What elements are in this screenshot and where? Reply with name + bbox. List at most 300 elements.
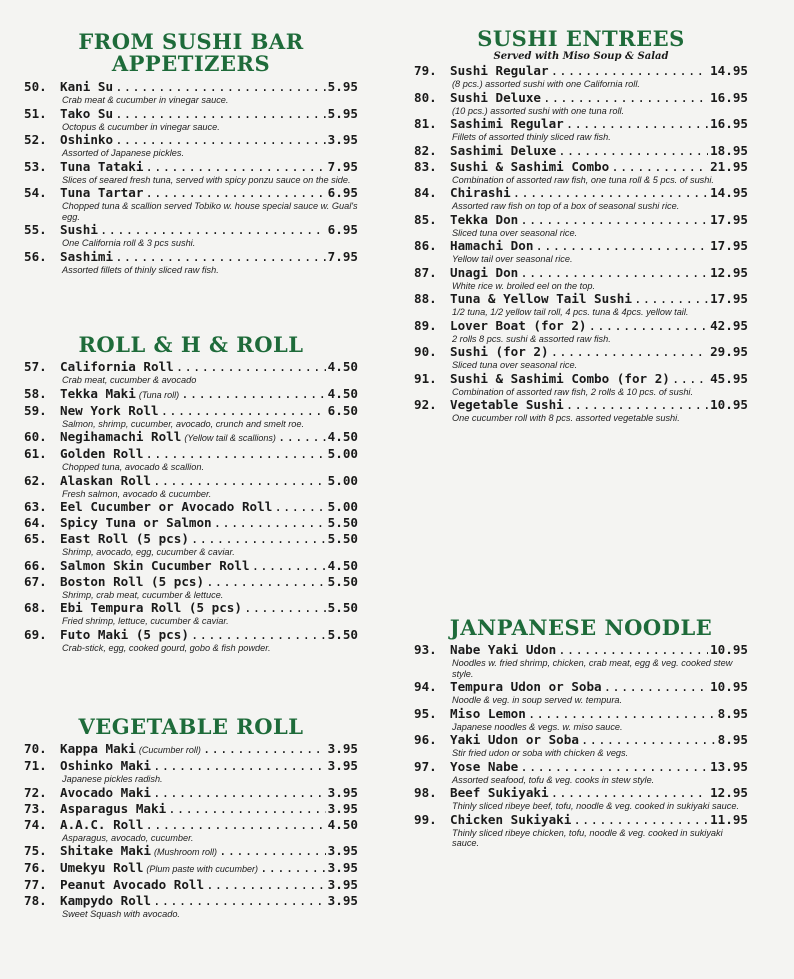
item-price: 4.50 (327, 816, 358, 832)
item-description: Sliced tuna over seasonal rice. (452, 360, 578, 370)
menu-item-line (24, 185, 358, 201)
leader-dots (214, 515, 326, 531)
menu-item (414, 291, 748, 318)
menu-item (24, 515, 358, 531)
item-number: 58. (24, 385, 47, 401)
leader-dots (672, 371, 708, 387)
item-name: Tako Su (60, 105, 114, 121)
menu-item (24, 403, 358, 430)
menu-item-line (24, 758, 358, 774)
leader-dots (115, 79, 326, 95)
menu-item-line (24, 249, 358, 265)
item-name: Lover Boat (for 2) (450, 317, 587, 333)
item-name: Sushi & Sashimi Combo (450, 158, 610, 174)
item-description: Thinly sliced ribeye chicken, tofu, noodle & veg. cooked in sukiyaki sauce. (452, 827, 723, 848)
item-description: Shrimp, crab meat, cucumber & lettuce. (62, 589, 224, 600)
item-price: 17.95 (710, 238, 748, 253)
item-number: 63. (24, 499, 47, 514)
menu-item-line (24, 515, 358, 531)
leader-dots (528, 706, 716, 722)
item-number: 99. (414, 811, 437, 827)
menu-item-line (24, 893, 358, 909)
item-description: Noodle & veg. in soup served w. tempura. (452, 695, 623, 705)
leader-dots (176, 359, 326, 375)
item-name: Sushi Deluxe (450, 89, 541, 105)
leader-dots (551, 344, 709, 360)
item-price: 16.95 (710, 116, 748, 131)
item-description: Octopus & cucumber in vinegar sauce. (62, 121, 220, 132)
leader-dots (115, 132, 326, 148)
item-number: 96. (414, 732, 437, 747)
item-number: 97. (414, 758, 437, 774)
item-number: 82. (414, 142, 437, 158)
leader-dots (115, 249, 326, 265)
item-description: (8 pcs.) assorted sushi with one California roll. (452, 79, 640, 89)
item-name: Chicken Sukiyaki (450, 811, 572, 827)
leader-dots (558, 642, 708, 658)
menu-item (24, 249, 358, 276)
item-price: 6.95 (327, 185, 358, 200)
item-description: (10 pcs.) assorted sushi with one tuna roll. (452, 105, 625, 116)
menu-item-line (414, 291, 748, 307)
leader-dots (115, 106, 326, 122)
menu-item-line (414, 265, 748, 281)
item-name: Nabe Yaki Udon (450, 642, 557, 657)
item-price: 3.95 (327, 784, 358, 800)
item-price: 5.50 (327, 600, 358, 615)
item-price: 3.95 (327, 843, 358, 858)
item-description: Thinly sliced ribeye beef, tofu, noodle & veg. cooked in sukiyaki sauce. (452, 801, 740, 811)
leader-dots (573, 812, 708, 828)
leader-dots (181, 386, 325, 402)
item-name: New York Roll (60, 402, 159, 418)
item-name: Unagi Don (450, 264, 519, 280)
item-name: Sushi (60, 222, 98, 237)
item-number: 66. (24, 557, 47, 573)
menu-item (414, 642, 748, 679)
menu-item-line (414, 185, 748, 201)
item-name: Ebi Tempura Roll (5 pcs) (60, 600, 242, 615)
item-name: Beef Sukiyaki (450, 785, 549, 800)
item-name: Peanut Avocado Roll (60, 877, 205, 892)
item-description: Crab-stick, egg, cooked gourd, gobo & fish powder. (62, 642, 271, 653)
leader-dots (611, 159, 708, 175)
item-price: 10.95 (710, 642, 748, 657)
menu-item (414, 63, 748, 90)
item-price: 7.95 (327, 248, 358, 264)
menu-item-line (414, 785, 748, 801)
item-description: Combination of assorted raw fish, one tuna roll & 5 pcs. of sushi. (452, 174, 714, 185)
item-name: Hamachi Don (450, 238, 534, 253)
item-number: 83. (414, 158, 437, 174)
menu-item-line (24, 403, 358, 419)
item-number: 94. (414, 679, 437, 694)
item-price: 29.95 (710, 344, 748, 359)
item-description: Yellow tail over seasonal rice. (452, 254, 573, 264)
leader-dots (566, 116, 708, 132)
item-price: 5.50 (327, 573, 358, 589)
section-title-noodle: JANPANESE NOODLE (449, 615, 713, 640)
menu-item-line (414, 371, 748, 387)
item-description: Assorted raw fish on top of a box of seasonal sushi rice. (452, 201, 680, 211)
item-number: 72. (24, 784, 47, 800)
menu-item-line (414, 397, 748, 413)
leader-dots (153, 473, 326, 489)
item-number: 77. (24, 877, 47, 892)
item-name: Tempura Udon or Soba (450, 679, 602, 694)
item-name: Boston Roll (5 pcs) (60, 573, 205, 589)
leader-dots (203, 741, 326, 757)
leader-dots (219, 843, 326, 859)
leader-dots (145, 446, 325, 462)
section-noodle (414, 617, 748, 849)
item-name: Negihamachi Roll (60, 429, 182, 444)
section-title-appetizers: FROM SUSHI BAR APPETIZERS (78, 29, 304, 76)
item-name: Alaskan Roll (60, 472, 151, 488)
item-name: Sushi Regular (450, 63, 549, 78)
section-title-roll: ROLL & H & ROLL (78, 332, 304, 357)
menu-item-line (414, 116, 748, 132)
item-name: Oshinko (60, 132, 114, 147)
item-description: 1/2 tuna, 1/2 yellow tail roll, 4 pcs. tuna & 4pcs. yellow tail. (452, 307, 689, 317)
item-number: 71. (24, 758, 47, 773)
item-name: Golden Roll (60, 446, 144, 461)
item-description: Chopped tuna, avocado & scallion. (62, 462, 204, 472)
menu-item (414, 679, 748, 706)
leader-dots (604, 679, 708, 695)
menu-item (24, 558, 358, 574)
item-number: 78. (24, 893, 47, 908)
item-price: 5.50 (327, 626, 358, 642)
menu-item-line (414, 812, 748, 828)
menu-item (414, 732, 748, 759)
leader-dots (634, 291, 708, 307)
menu-item-line (24, 359, 358, 375)
item-price: 3.95 (327, 877, 358, 892)
item-number: 52. (24, 132, 47, 147)
item-name: Yose Nabe (450, 758, 519, 774)
item-number: 62. (24, 472, 47, 488)
menu-item (414, 159, 748, 186)
menu-item (24, 758, 358, 785)
item-description: Crab meat, cucumber & avocado (62, 375, 197, 385)
item-number: 80. (414, 89, 437, 105)
menu-item-line (24, 106, 358, 122)
item-number: 68. (24, 600, 47, 615)
leader-dots (260, 860, 326, 876)
menu-item-line (414, 90, 748, 106)
menu-item (24, 531, 358, 558)
item-name: Kampydo Roll (60, 893, 151, 908)
item-name: California Roll (60, 359, 174, 374)
item-number: 59. (24, 402, 47, 418)
item-number: 81. (414, 116, 437, 131)
menu-item (414, 812, 748, 849)
menu-item-line (414, 159, 748, 175)
item-number: 85. (414, 211, 437, 227)
item-price: 13.95 (710, 758, 748, 774)
item-price: 17.95 (710, 291, 748, 306)
item-number: 55. (24, 222, 47, 237)
item-name: Sashimi Deluxe (450, 142, 557, 158)
menu-item (24, 741, 358, 758)
item-price: 3.95 (327, 758, 358, 773)
menu-item (414, 212, 748, 239)
item-price: 12.95 (710, 785, 748, 800)
menu-item (24, 185, 358, 222)
leader-dots (520, 265, 708, 281)
leader-dots (244, 600, 326, 616)
item-description: Assorted of Japanese pickles. (62, 148, 185, 158)
menu-item-line (24, 627, 358, 643)
section-title-vegetable: VEGETABLE ROLL (78, 714, 304, 739)
item-price: 6.95 (327, 222, 358, 237)
item-number: 69. (24, 626, 47, 642)
item-price: 6.50 (327, 402, 358, 418)
item-price: 16.95 (710, 89, 748, 105)
menu-item-line (24, 531, 358, 547)
item-description: Fried shrimp, lettuce, cucumber & caviar. (62, 616, 229, 626)
item-note: (Mushroom roll) (154, 847, 218, 857)
menu-item-line (24, 132, 358, 148)
item-name: Yaki Udon or Soba (450, 732, 579, 747)
item-name: Shitake Maki (60, 843, 151, 858)
menu-item (24, 429, 358, 446)
leader-dots (168, 801, 326, 817)
item-price: 14.95 (710, 63, 748, 78)
menu-item (24, 574, 358, 601)
leader-dots (278, 429, 326, 445)
item-number: 67. (24, 573, 47, 589)
item-name: Tekka Don (450, 211, 519, 227)
item-price: 12.95 (710, 264, 748, 280)
item-price: 5.95 (327, 79, 358, 94)
item-price: 5.00 (327, 472, 358, 488)
menu-item (414, 318, 748, 345)
item-name: Futo Maki (5 pcs) (60, 626, 189, 642)
item-number: 50. (24, 79, 47, 94)
menu-item-line (24, 741, 358, 758)
leader-dots (513, 185, 708, 201)
item-number: 60. (24, 429, 47, 444)
item-price: 8.95 (717, 705, 748, 721)
leader-dots (191, 627, 326, 643)
menu-item-line (24, 785, 358, 801)
leader-dots (145, 817, 325, 833)
menu-item-line (24, 79, 358, 95)
item-number: 64. (24, 515, 47, 530)
item-price: 42.95 (710, 317, 748, 333)
menu-item-line (24, 473, 358, 489)
item-name: Asparagus Maki (60, 800, 167, 816)
leader-dots (551, 63, 709, 79)
item-number: 70. (24, 741, 47, 756)
item-price: 3.95 (327, 132, 358, 147)
item-number: 76. (24, 860, 47, 875)
item-name: Salmon Skin Cucumber Roll (60, 557, 250, 573)
menu-item (24, 499, 358, 515)
item-number: 87. (414, 264, 437, 280)
item-number: 95. (414, 705, 437, 721)
item-price: 3.95 (327, 800, 358, 816)
item-number: 74. (24, 816, 47, 832)
item-price: 18.95 (710, 142, 748, 158)
leader-dots (206, 574, 326, 590)
item-price: 21.95 (710, 158, 748, 174)
item-number: 90. (414, 344, 437, 359)
item-name: Spicy Tuna or Salmon (60, 515, 212, 530)
menu-item (24, 843, 358, 860)
menu-item (24, 817, 358, 844)
leader-dots (153, 758, 326, 774)
item-description: Slices of seared fresh tuna, served with spicy ponzu sauce on the side. (62, 174, 351, 185)
item-name: East Roll (5 pcs) (60, 531, 189, 546)
menu-item-line (414, 706, 748, 722)
menu-item (414, 397, 748, 424)
item-price: 14.95 (710, 185, 748, 200)
item-note: (Cucumber roll) (138, 745, 201, 755)
item-description: One cucumber roll with 8 pcs. assorted vegetable sushi. (452, 413, 680, 423)
section-roll (24, 334, 358, 653)
menu-item (414, 265, 748, 292)
item-note: (Tuna roll) (138, 389, 180, 400)
item-description: Japanese pickles radish. (62, 774, 163, 784)
menu-item (24, 860, 358, 877)
item-name: Eel Cucumber or Avocado Roll (60, 499, 273, 514)
leader-dots (206, 877, 326, 893)
item-number: 57. (24, 359, 47, 374)
item-number: 89. (414, 317, 437, 333)
leader-dots (535, 238, 708, 254)
menu-item (24, 801, 358, 817)
menu-item (414, 706, 748, 733)
item-price: 11.95 (710, 811, 748, 827)
item-description: Chopped tuna & scallion served Tobiko w. house special sauce w. Gual's egg. (62, 201, 358, 222)
item-number: 84. (414, 185, 437, 200)
item-description: Shrimp, avocado, egg, cucumber & caviar. (62, 547, 235, 557)
item-price: 4.50 (327, 429, 358, 444)
leader-dots (566, 397, 708, 413)
item-name: A.A.C. Roll (60, 816, 144, 832)
item-description: 2 rolls 8 pcs. sushi & assorted raw fish. (452, 333, 611, 344)
item-price: 17.95 (710, 211, 748, 227)
leader-dots (100, 222, 326, 238)
item-number: 86. (414, 238, 437, 253)
item-name: Umekyu Roll (60, 860, 144, 875)
menu-item-line (24, 446, 358, 462)
menu-item-line (414, 143, 748, 159)
section-vegetable (24, 716, 358, 920)
menu-item-line (24, 843, 358, 860)
menu-item (24, 627, 358, 654)
item-description: Assorted fillets of thinly sliced raw fish. (62, 264, 219, 275)
menu-item (24, 386, 358, 403)
item-description: Combination of assorted raw fish, 2 rolls & 10 pcs. of sushi. (452, 386, 694, 397)
menu-item (414, 785, 748, 812)
item-price: 45.95 (710, 370, 748, 386)
menu-item-line (24, 159, 358, 175)
item-note: (Yellow tail & scallions) (184, 433, 276, 443)
menu-item (24, 877, 358, 893)
menu-item (24, 600, 358, 627)
item-number: 65. (24, 531, 47, 546)
section-entrees (414, 28, 748, 424)
item-description: Stir fried udon or soba with chicken & vegs. (452, 748, 629, 758)
item-description: Fresh salmon, avocado & cucumber. (62, 488, 212, 499)
item-number: 53. (24, 158, 47, 174)
item-number: 56. (24, 248, 47, 264)
menu-item (24, 106, 358, 133)
item-number: 88. (414, 291, 437, 306)
item-name: Tuna Tataki (60, 158, 144, 174)
menu-item (414, 759, 748, 786)
item-price: 10.95 (710, 679, 748, 694)
leader-dots (551, 785, 709, 801)
item-number: 92. (414, 397, 437, 412)
item-description: Fillets of assorted thinly sliced raw fish. (452, 132, 611, 142)
menu-item (24, 222, 358, 249)
item-description: Noodles w. fried shrimp, chicken, crab meat, egg & veg. cooked stew style. (452, 658, 733, 679)
item-price: 3.95 (327, 860, 358, 875)
menu-item (24, 446, 358, 473)
item-name: Sashimi Regular (450, 116, 564, 131)
menu-item (414, 371, 748, 398)
item-description: Sweet Squash with avocado. (62, 909, 180, 919)
leader-dots (520, 212, 708, 228)
menu-item-line (24, 574, 358, 590)
menu-item-line (414, 63, 748, 79)
item-number: 73. (24, 800, 47, 816)
item-name: Sashimi (60, 248, 114, 264)
item-name: Kani Su (60, 79, 114, 94)
item-price: 3.95 (327, 741, 358, 756)
menu-item-line (24, 877, 358, 893)
item-number: 51. (24, 105, 47, 121)
item-number: 91. (414, 370, 437, 386)
leader-dots (252, 558, 326, 574)
item-price: 5.00 (327, 499, 358, 514)
item-price: 5.50 (327, 515, 358, 530)
menu-item-line (414, 642, 748, 658)
menu-item (414, 116, 748, 143)
item-name: Oshinko Maki (60, 758, 151, 773)
item-price: 7.95 (327, 158, 358, 174)
menu-item-line (24, 801, 358, 817)
menu-item-line (24, 860, 358, 877)
leader-dots (153, 785, 326, 801)
item-price: 10.95 (710, 397, 748, 412)
item-description: Assorted seafood, tofu & veg. cooks in stew style. (452, 774, 655, 785)
item-name: Kappa Maki (60, 741, 136, 756)
item-price: 5.00 (327, 446, 358, 461)
section-subtitle-entrees: Served with Miso Soup & Salad (493, 51, 669, 62)
menu-item (24, 473, 358, 500)
item-price: 8.95 (717, 732, 748, 747)
item-name: Tekka Maki (60, 385, 136, 401)
item-price: 4.50 (327, 359, 358, 374)
item-description: Crab meat & cucumber in vinegar sauce. (62, 95, 229, 105)
item-description: White rice w. broiled eel on the top. (452, 280, 595, 291)
item-name: Tuna & Yellow Tail Sushi (450, 291, 632, 306)
item-note: (Plum paste with cucumber) (146, 864, 258, 874)
item-number: 61. (24, 446, 47, 461)
item-description: Sliced tuna over seasonal rice. (452, 227, 578, 238)
item-number: 79. (414, 63, 437, 78)
item-description: Asparagus, avocado, cucumber. (62, 832, 194, 843)
leader-dots (581, 732, 716, 748)
menu-item (24, 785, 358, 801)
item-name: Miso Lemon (450, 705, 526, 721)
